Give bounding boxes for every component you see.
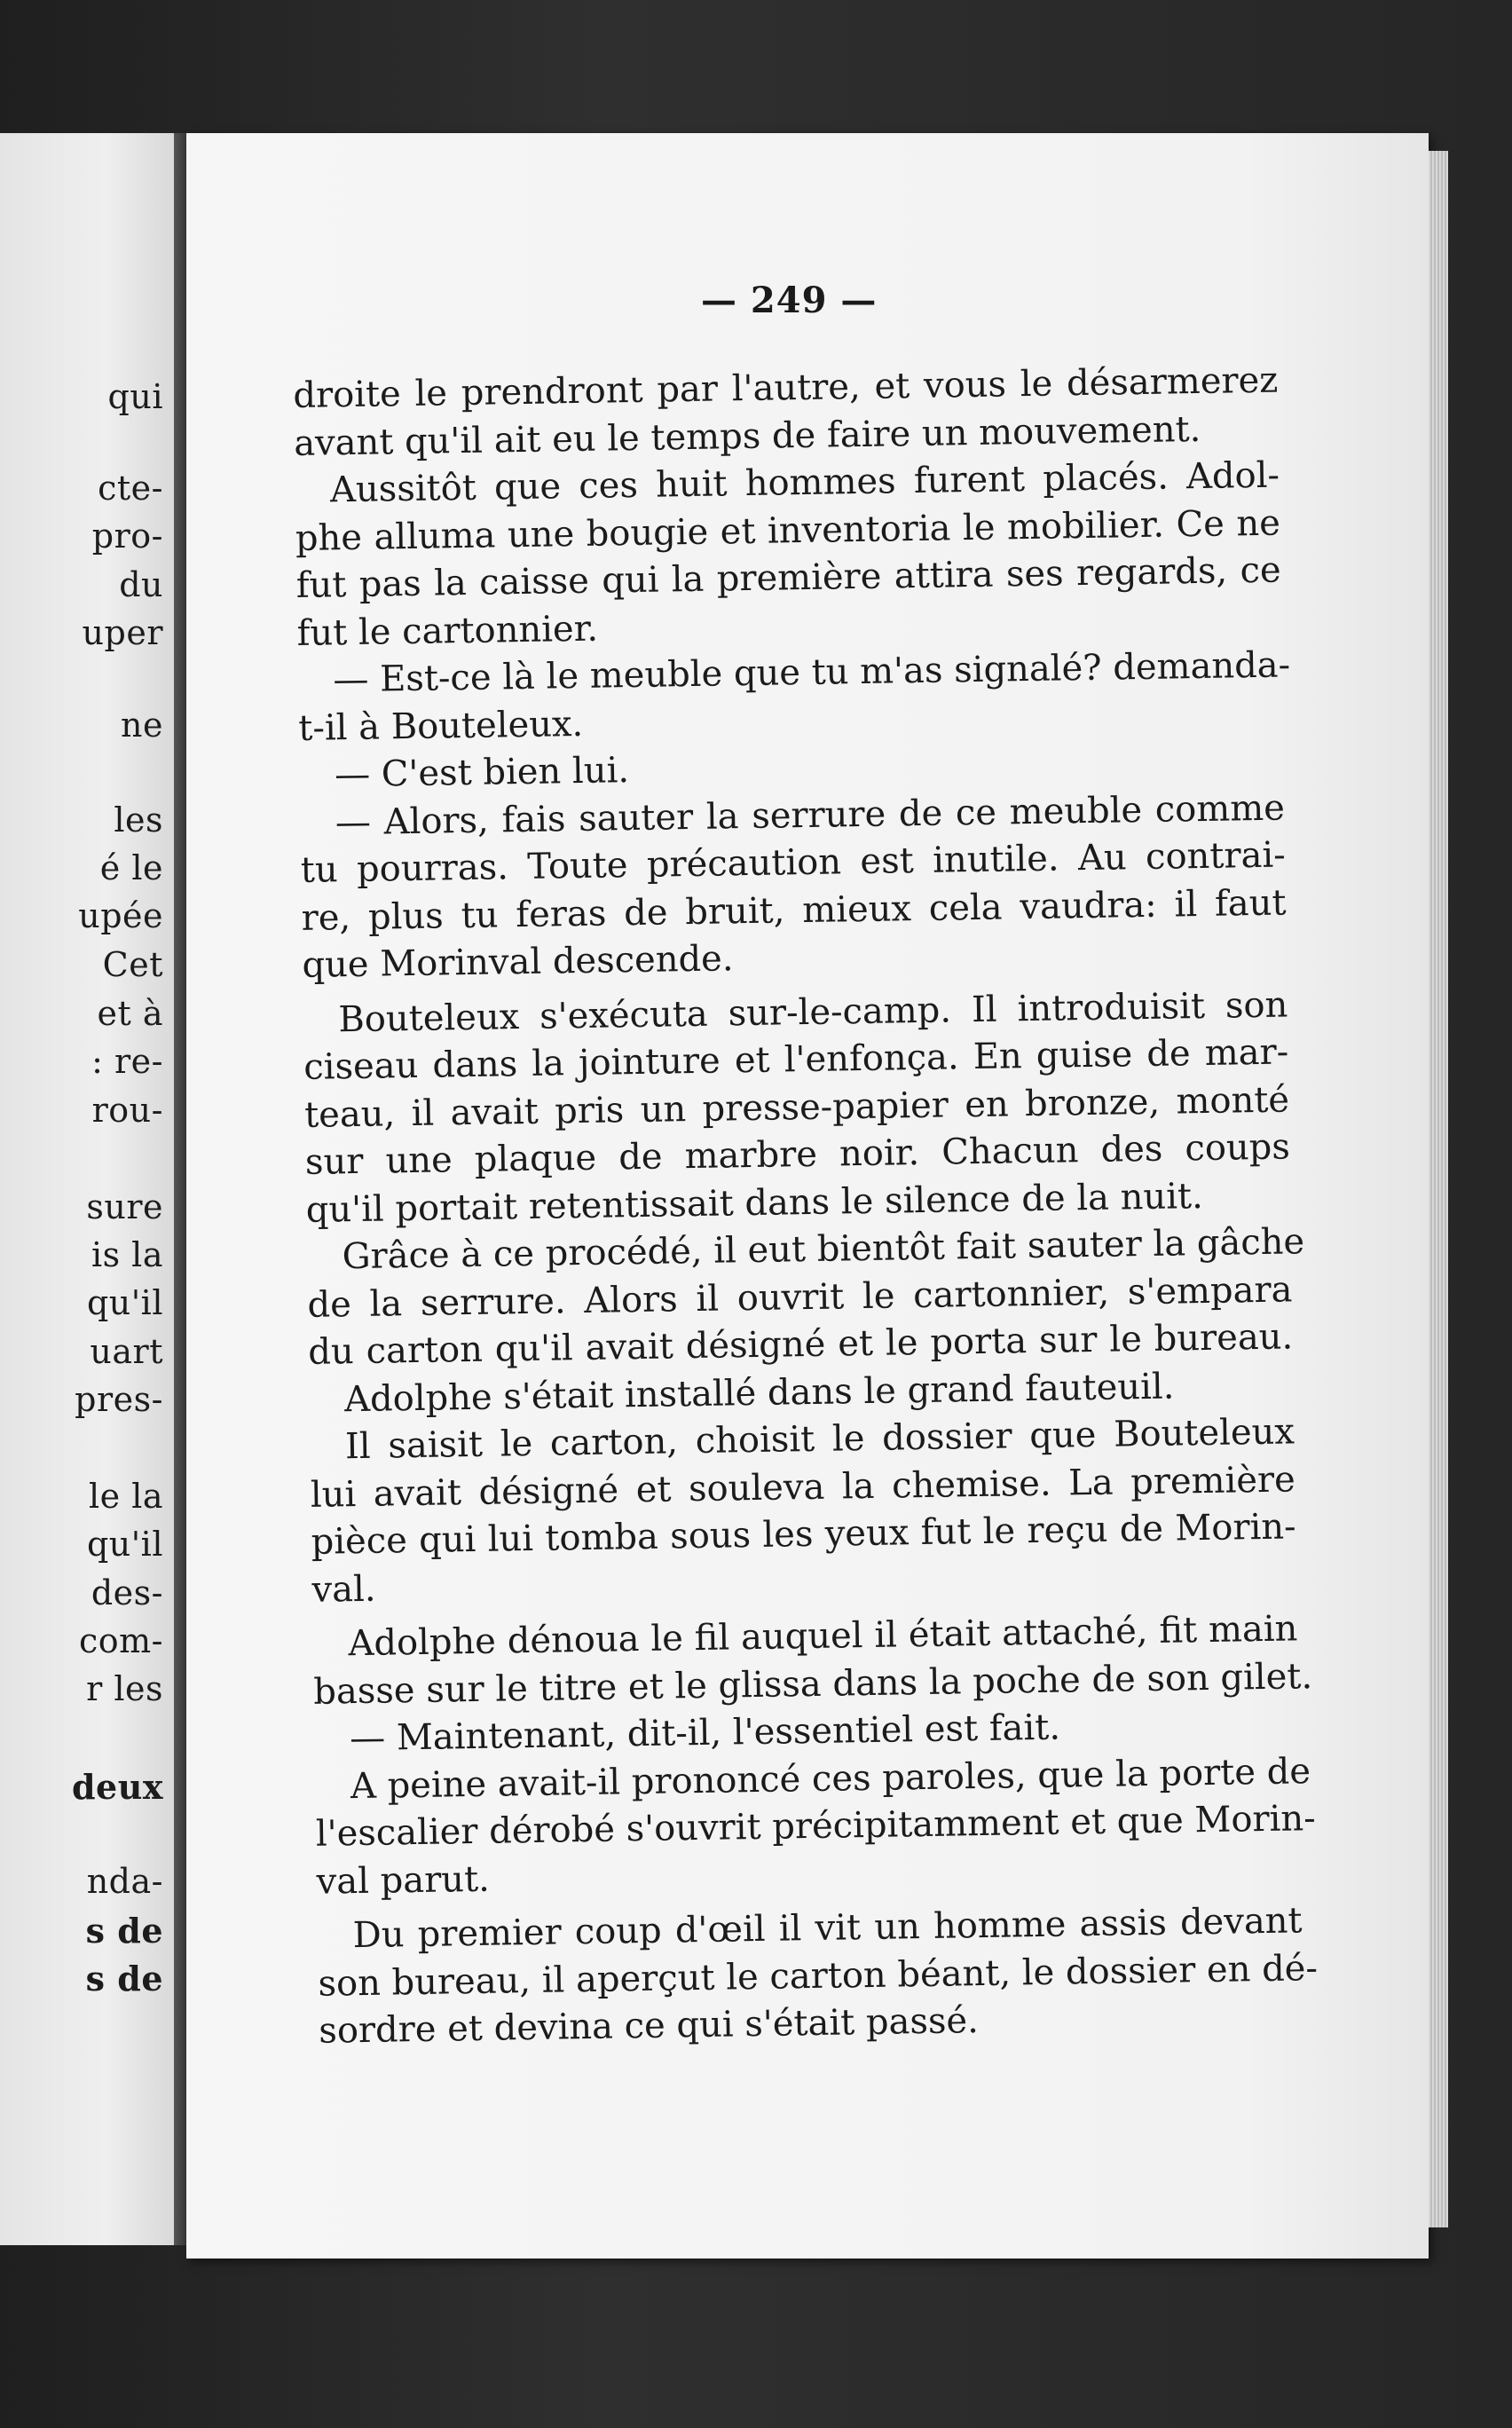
text-line: Aussitôt que ces huit hommes furent placés. Adol- — [329, 454, 1280, 511]
text-line: pièce qui lui tomba sous les yeux fut le reçu de Morin- — [311, 1506, 1296, 1563]
text-line: — Maintenant, dit-il, l'essentiel est fait. — [349, 1707, 1061, 1760]
text-line: avant qu'il ait eu le temps de faire un mouvement. — [293, 408, 1201, 464]
text-line: Du premier coup d'œil il vit un homme assis devant — [352, 1900, 1303, 1957]
text-line: de la serrure. Alors il ouvrit le cartonnier, s'empara — [307, 1268, 1293, 1326]
left-page-fragment: les — [114, 800, 163, 840]
text-line: re, plus tu feras de bruit, mieux cela vaudra: il faut — [301, 881, 1287, 939]
left-page-fragment: cte- — [98, 469, 163, 508]
text-line: lui avait désigné et souleva la chemise. La première — [310, 1458, 1296, 1516]
left-page-fragment: nda- — [86, 1862, 163, 1901]
text-line: teau, il avait pris un presse-papier en bronze, monté — [303, 1078, 1290, 1136]
page-edge — [1429, 151, 1448, 2227]
text-line: Bouteleux s'exécuta sur-le-camp. Il introduisit son — [338, 983, 1288, 1040]
left-page-fragment: é le — [99, 848, 163, 887]
left-page-fragment: deux — [71, 1767, 163, 1807]
left-page-fragment: s de — [85, 1911, 163, 1951]
text-line: — Est-ce là le meuble que tu m'as signalé? demanda- — [333, 644, 1291, 701]
left-page-fragment: Cet — [102, 945, 163, 984]
text-line: l'escalier dérobé s'ouvrit précipitamment et que Morin- — [315, 1798, 1317, 1855]
left-page-fragment: qu'il — [86, 1525, 163, 1564]
left-page-fragment: pro- — [91, 516, 163, 556]
left-page-fragment: com- — [78, 1621, 163, 1660]
left-page-fragment: et à — [97, 994, 163, 1033]
text-line: val. — [311, 1568, 376, 1611]
text-line: Grâce à ce procédé, il eut bientôt fait sauter la gâche — [342, 1221, 1305, 1278]
text-line: son bureau, il aperçut le carton béant, le dossier en dé- — [318, 1947, 1319, 2005]
text-line: t-il à Bouteleux. — [297, 703, 584, 749]
text-line: qu'il portait retentissait dans le silence de la nuit. — [305, 1175, 1204, 1231]
book-gutter — [174, 133, 186, 2245]
left-page-fragment: ne — [121, 706, 163, 745]
text-line: Il saisit le carton, choisit le dossier que Bouteleux — [344, 1411, 1295, 1468]
text-line: ciseau dans la jointure et l'enfonça. En guise de mar- — [303, 1031, 1289, 1088]
left-page-fragment: sure — [86, 1187, 163, 1226]
left-page-fragment: qu'il — [86, 1283, 163, 1322]
body-text — [293, 358, 1319, 2056]
left-page-fragment: du — [119, 565, 163, 604]
page-number: — 249 — — [701, 280, 878, 321]
text-line: droite le prendront par l'autre, et vous le désarmerez — [293, 359, 1279, 416]
left-page-fragment: rou- — [91, 1091, 163, 1130]
left-page-fragment: : re- — [91, 1042, 163, 1081]
left-page — [0, 133, 179, 2245]
left-page-fragment: uper — [82, 613, 163, 652]
left-page-fragment: is la — [91, 1235, 163, 1274]
text-line: A peine avait-il prononcé ces paroles, que la porte de — [350, 1750, 1311, 1807]
left-page-fragment: qui — [107, 377, 163, 416]
left-page-fragment: des- — [91, 1573, 163, 1612]
text-line: Adolphe s'était installé dans le grand fauteuil. — [343, 1366, 1175, 1420]
text-line: fut le cartonnier. — [296, 608, 599, 654]
left-page-fragment: pres- — [75, 1380, 163, 1419]
text-line: fut pas la caisse qui la première attira ses regards, ce — [295, 549, 1281, 606]
left-page-fragment: r les — [86, 1669, 163, 1708]
text-line: sordre et devina ce qui s'était passé. — [318, 2000, 980, 2052]
text-line: sur une plaque de marbre noir. Chacun des coups — [304, 1126, 1291, 1183]
text-line: basse sur le titre et le glissa dans la poche de son gilet. — [312, 1655, 1313, 1713]
left-page-fragment: uart — [90, 1332, 163, 1371]
left-page-fragment: le la — [88, 1477, 163, 1516]
text-line: Adolphe dénoua le fil auquel il était attaché, fit main — [348, 1608, 1298, 1665]
left-page-fragment: upée — [78, 896, 163, 935]
text-line: tu pourras. Toute précaution est inutile. Au contrai- — [300, 834, 1287, 891]
text-line: — C'est bien lui. — [334, 750, 630, 796]
left-page-fragment: s de — [85, 1959, 163, 1998]
text-line: que Morinval descende. — [302, 938, 734, 986]
text-line: val parut. — [316, 1858, 491, 1903]
text-line: — Alors, fais sauter la serrure de ce meuble comme — [335, 787, 1286, 843]
text-line: phe alluma une bougie et inventoria le mobilier. Ce ne — [295, 502, 1281, 559]
text-line: du carton qu'il avait désigné et le porta sur le bureau. — [307, 1316, 1294, 1373]
